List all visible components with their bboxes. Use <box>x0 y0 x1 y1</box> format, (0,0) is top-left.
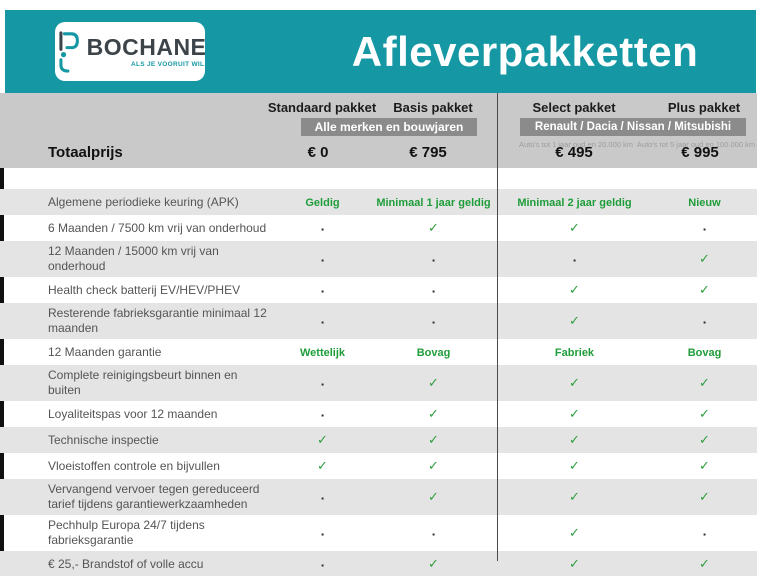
brand-text <box>86 33 207 68</box>
brand-logo <box>55 22 205 81</box>
feature-row <box>0 427 757 453</box>
check-icon: ✓ <box>569 406 580 421</box>
check-icon: ✓ <box>428 432 439 447</box>
feature-value-cell <box>370 281 497 299</box>
brand-tagline: ALS JE VOORUIT WIL. <box>130 60 207 68</box>
feature-value-cell <box>497 488 652 506</box>
feature-value-text: Geldig <box>305 197 340 209</box>
feature-label: Vervangend vervoer tegen gereduceerd tarief tijdens garantiewerkzaamheden <box>48 482 260 511</box>
dash-icon: ▪ <box>321 530 324 539</box>
check-icon: ✓ <box>428 375 439 390</box>
check-icon: ✓ <box>569 432 580 447</box>
dash-icon: ▪ <box>321 411 324 420</box>
feature-value-text: Nieuw <box>688 197 721 209</box>
feature-value-cell <box>370 555 497 573</box>
feature-value-cell <box>275 524 370 542</box>
feature-value-cell <box>497 343 652 361</box>
feature-value-cell <box>497 457 652 475</box>
feature-value-cell <box>497 555 652 573</box>
check-icon: ✓ <box>699 406 710 421</box>
price-plus: € 995 <box>681 144 719 161</box>
feature-value-cell <box>275 431 370 449</box>
feature-table <box>0 168 757 576</box>
feature-value-cell <box>497 524 652 542</box>
feature-value-cell <box>370 431 497 449</box>
dash-icon: ▪ <box>703 318 706 327</box>
feature-value-cell <box>275 374 370 392</box>
column-caption-select: Auto's tot 1 jaar oud en 20.000 km <box>518 140 634 149</box>
check-icon: ✓ <box>569 489 580 504</box>
group-badge-all-brands: Alle merken en bouwjaren <box>301 118 477 136</box>
feature-value-cell <box>652 524 757 542</box>
dash-icon: ▪ <box>321 225 324 234</box>
check-icon: ✓ <box>317 432 328 447</box>
check-icon: ✓ <box>428 220 439 235</box>
check-icon: ✓ <box>569 313 580 328</box>
feature-value-cell <box>652 193 757 211</box>
check-icon: ✓ <box>569 375 580 390</box>
dash-icon: ▪ <box>432 530 435 539</box>
bochane-logo-icon <box>54 30 80 74</box>
feature-label: Vloeistoffen controle en bijvullen <box>48 458 220 473</box>
price-basis: € 795 <box>409 144 447 161</box>
column-header-plus: Plus pakket <box>667 100 741 115</box>
feature-value-cell <box>497 219 652 237</box>
feature-label: 6 Maanden / 7500 km vrij van onderhoud <box>48 220 267 235</box>
dash-icon: ▪ <box>321 494 324 503</box>
feature-value-cell <box>652 555 757 573</box>
feature-value-cell <box>370 524 497 542</box>
feature-label: Loyaliteitspas voor 12 maanden <box>48 406 218 421</box>
dash-icon: ▪ <box>703 225 706 234</box>
feature-value-text: Minimaal 1 jaar geldig <box>376 197 491 209</box>
feature-value-cell <box>370 193 497 211</box>
feature-value-text: Bovag <box>687 347 722 359</box>
feature-value-cell <box>275 193 370 211</box>
feature-row <box>0 551 757 576</box>
feature-value-cell <box>275 219 370 237</box>
feature-label: Pechhulp Europa 24/7 tijdens fabrieksgarantie <box>48 518 205 547</box>
feature-row <box>0 215 757 241</box>
column-header-select: Select pakket <box>532 100 616 115</box>
feature-value-text: Wettelijk <box>299 347 346 359</box>
check-icon: ✓ <box>699 282 710 297</box>
dash-icon: ▪ <box>321 256 324 265</box>
feature-value-cell <box>370 488 497 506</box>
feature-value-cell <box>275 555 370 573</box>
feature-value-cell <box>275 343 370 361</box>
feature-row <box>0 277 757 303</box>
check-icon: ✓ <box>569 525 580 540</box>
feature-value-text: Fabriek <box>554 347 595 359</box>
spacer-row <box>0 168 757 189</box>
feature-value-text: Minimaal 2 jaar geldig <box>517 197 632 209</box>
column-header-basis: Basis pakket <box>393 100 473 115</box>
page-title: Afleverpakketten <box>351 27 699 75</box>
check-icon: ✓ <box>699 489 710 504</box>
header-bar <box>5 10 756 93</box>
feature-value-cell <box>497 193 652 211</box>
feature-value-cell <box>275 250 370 268</box>
feature-row <box>0 189 757 215</box>
dash-icon: ▪ <box>573 256 576 265</box>
feature-value-text: Bovag <box>416 347 451 359</box>
table-header <box>0 93 757 168</box>
feature-row <box>0 241 757 277</box>
group-divider-line <box>497 93 498 561</box>
feature-label: Algemene periodieke keuring (APK) <box>48 194 239 209</box>
dash-icon: ▪ <box>432 287 435 296</box>
feature-value-cell <box>652 219 757 237</box>
feature-value-cell <box>275 312 370 330</box>
feature-value-cell <box>370 405 497 423</box>
dash-icon: ▪ <box>703 530 706 539</box>
feature-value-cell <box>497 374 652 392</box>
feature-value-cell <box>275 405 370 423</box>
dash-icon: ▪ <box>321 318 324 327</box>
dash-icon: ▪ <box>321 380 324 389</box>
feature-row <box>0 303 757 339</box>
check-icon: ✓ <box>428 458 439 473</box>
dash-icon: ▪ <box>321 287 324 296</box>
feature-value-cell <box>370 250 497 268</box>
dash-icon: ▪ <box>321 561 324 570</box>
feature-rows <box>0 189 757 576</box>
feature-value-cell <box>652 488 757 506</box>
feature-value-cell <box>652 250 757 268</box>
feature-value-cell <box>497 281 652 299</box>
feature-value-cell <box>652 405 757 423</box>
feature-label: 12 Maanden garantie <box>48 344 162 359</box>
feature-value-cell <box>497 312 652 330</box>
feature-row <box>0 339 757 365</box>
feature-value-cell <box>370 374 497 392</box>
check-icon: ✓ <box>569 556 580 571</box>
feature-value-cell <box>652 281 757 299</box>
feature-value-cell <box>275 457 370 475</box>
check-icon: ✓ <box>699 458 710 473</box>
feature-value-cell <box>370 457 497 475</box>
feature-row <box>0 453 757 479</box>
column-header-standaard: Standaard pakket <box>267 100 377 115</box>
feature-label: Complete reinigingsbeurt binnen en buiten <box>48 368 238 397</box>
feature-value-cell <box>370 219 497 237</box>
feature-value-cell <box>370 312 497 330</box>
feature-value-cell <box>275 488 370 506</box>
check-icon: ✓ <box>428 406 439 421</box>
column-caption-plus: Auto's tot 5 jaar oud en 100.000 km <box>636 140 756 149</box>
feature-value-cell <box>652 374 757 392</box>
price-select: € 495 <box>555 144 593 161</box>
feature-label: Technische inspectie <box>48 432 159 447</box>
feature-value-cell <box>275 281 370 299</box>
check-icon: ✓ <box>428 556 439 571</box>
check-icon: ✓ <box>569 282 580 297</box>
group-badge-renault-group: Renault / Dacia / Nissan / Mitsubishi <box>520 118 746 136</box>
feature-value-cell <box>652 457 757 475</box>
check-icon: ✓ <box>699 432 710 447</box>
check-icon: ✓ <box>699 556 710 571</box>
check-icon: ✓ <box>699 251 710 266</box>
feature-label: Resterende fabrieksgarantie minimaal 12 maanden <box>48 306 267 335</box>
feature-value-cell <box>497 405 652 423</box>
feature-label: Health check batterij EV/HEV/PHEV <box>48 282 241 297</box>
brand-name: BOCHANE <box>86 33 207 60</box>
total-price-label: Totaalprijs <box>48 144 123 161</box>
feature-label: € 25,- Brandstof of volle accu <box>48 556 204 571</box>
feature-value-cell <box>652 312 757 330</box>
feature-row <box>0 401 757 427</box>
feature-row <box>0 515 757 551</box>
dash-icon: ▪ <box>432 256 435 265</box>
feature-label: 12 Maanden / 15000 km vrij van onderhoud <box>48 244 219 273</box>
feature-value-cell <box>497 431 652 449</box>
check-icon: ✓ <box>317 458 328 473</box>
feature-value-cell <box>370 343 497 361</box>
feature-value-cell <box>652 343 757 361</box>
feature-value-cell <box>497 250 652 268</box>
price-standaard: € 0 <box>307 144 329 161</box>
feature-row <box>0 479 757 515</box>
check-icon: ✓ <box>569 220 580 235</box>
check-icon: ✓ <box>569 458 580 473</box>
feature-row <box>0 365 757 401</box>
check-icon: ✓ <box>699 375 710 390</box>
dash-icon: ▪ <box>432 318 435 327</box>
feature-value-cell <box>652 431 757 449</box>
check-icon: ✓ <box>428 489 439 504</box>
